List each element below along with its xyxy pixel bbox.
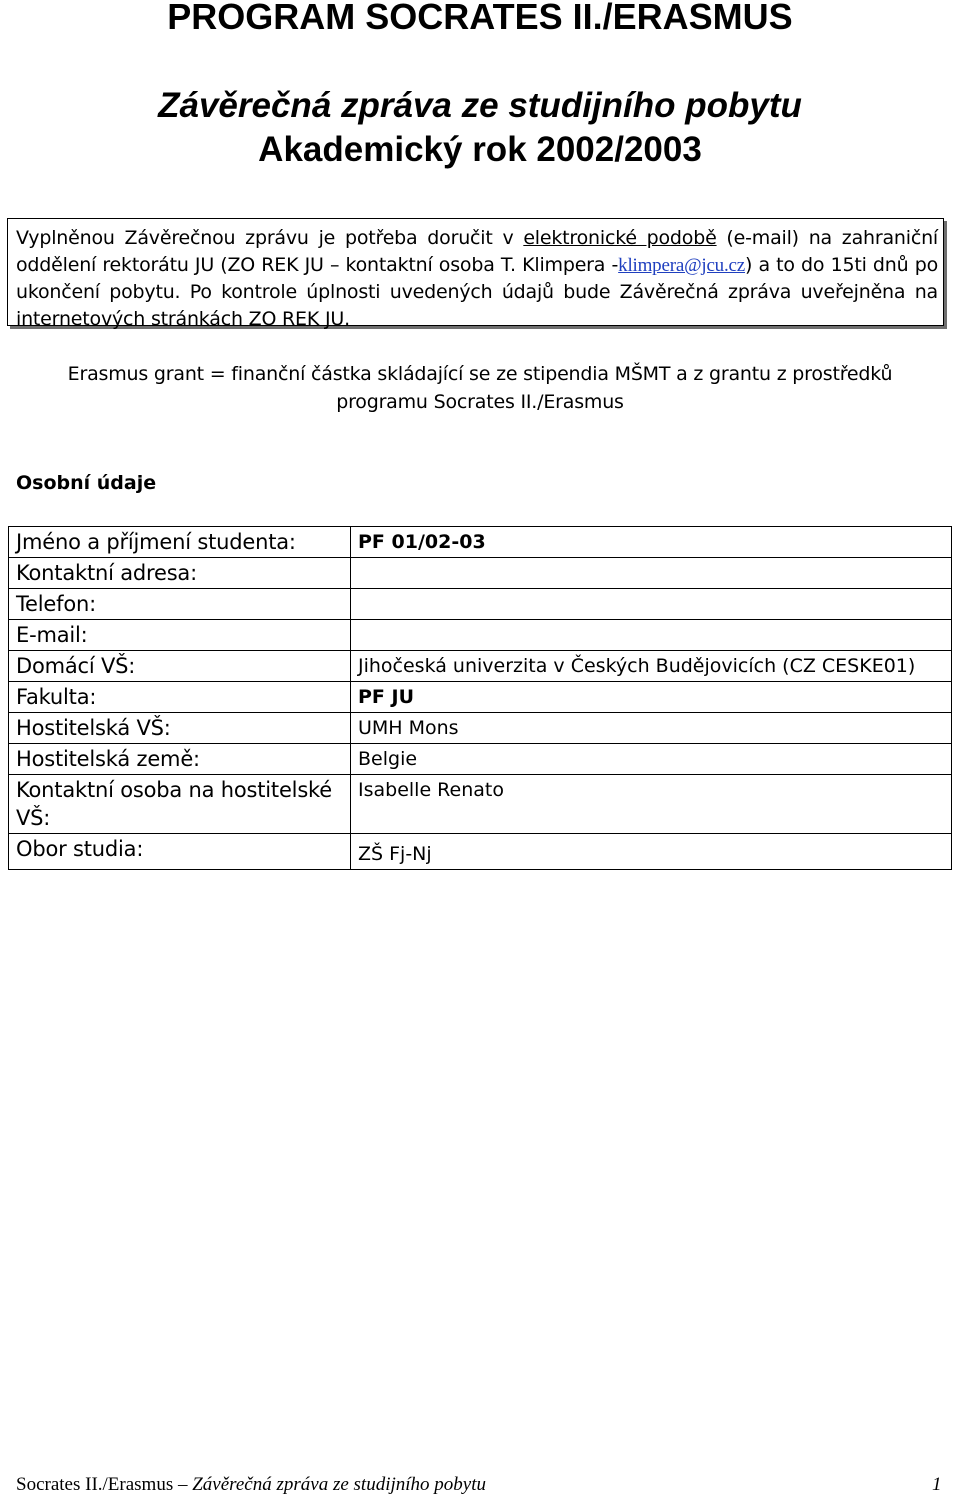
table-row [9, 589, 952, 620]
field-value [351, 589, 952, 620]
table-row [9, 620, 952, 651]
field-label: Obor studia: [9, 834, 351, 870]
field-label: Kontaktní osoba na hostitelské VŠ: [9, 775, 351, 834]
field-value: PF 01/02-03 [351, 527, 952, 558]
contact-email-link[interactable]: klimpera@jcu.cz [618, 255, 745, 276]
table-row [9, 834, 952, 870]
field-label: Domácí VŠ: [9, 651, 351, 682]
table-row [9, 558, 952, 589]
notice-text-2: (e-mail) na zahraniční oddělení rektorátu JU (ZO REK JU – kontaktní osoba T. Klimpera - [16, 227, 939, 276]
field-value [351, 620, 952, 651]
field-label: Hostitelská země: [9, 744, 351, 775]
table-row [9, 713, 952, 744]
notice-text-1: Vyplněnou Závěrečnou zprávu je potřeba doručit v [16, 227, 524, 249]
submission-notice [7, 218, 944, 330]
report-title: Závěrečná zpráva ze studijního pobytu [158, 86, 802, 125]
field-value: PF JU [351, 682, 952, 713]
page-footer [16, 1474, 486, 1496]
field-value: Belgie [351, 744, 952, 775]
grant-note: Erasmus grant = finanční částka skládající se ze stipendia MŠMT a z grantu z prostředků programu Socrates II./Erasmus [67, 363, 893, 413]
personal-data-heading: Osobní údaje [16, 472, 157, 494]
field-label: E-mail: [9, 620, 351, 651]
field-label: Jméno a příjmení studenta: [9, 527, 351, 558]
field-label: Hostitelská VŠ: [9, 713, 351, 744]
field-label: Fakulta: [9, 682, 351, 713]
footer-report-title: – Závěrečná zpráva ze studijního pobytu [173, 1474, 486, 1495]
field-value [351, 558, 952, 589]
table-row [9, 744, 952, 775]
report-title-block [0, 84, 960, 172]
field-value: Jihočeská univerzita v Českých Budějovicích (CZ CESKE01) [351, 651, 952, 682]
table-row [9, 651, 952, 682]
table-row [9, 775, 952, 834]
page-number: 1 [932, 1474, 942, 1495]
field-label: Telefon: [9, 589, 351, 620]
program-title: PROGRAM SOCRATES II./ERASMUS [167, 0, 793, 37]
table-row [9, 527, 952, 558]
field-value: UMH Mons [351, 713, 952, 744]
academic-year: Akademický rok 2002/2003 [258, 130, 702, 169]
personal-data-table [8, 526, 952, 870]
table-row [9, 682, 952, 713]
field-label: Kontaktní adresa: [9, 558, 351, 589]
field-value: Isabelle Renato [351, 775, 952, 834]
footer-program: Socrates II./Erasmus [16, 1474, 174, 1495]
field-value: ZŠ Fj-Nj [351, 834, 952, 870]
electronic-form-text: elektronické podobě [523, 227, 717, 249]
notice-text-3: ) a to do 15ti dnů po ukončení pobytu. Po kontrole úplnosti uvedených údajů bude Závěrečná zpráva uveřejněna na internetových stránkách ZO REK JU. [16, 254, 938, 330]
